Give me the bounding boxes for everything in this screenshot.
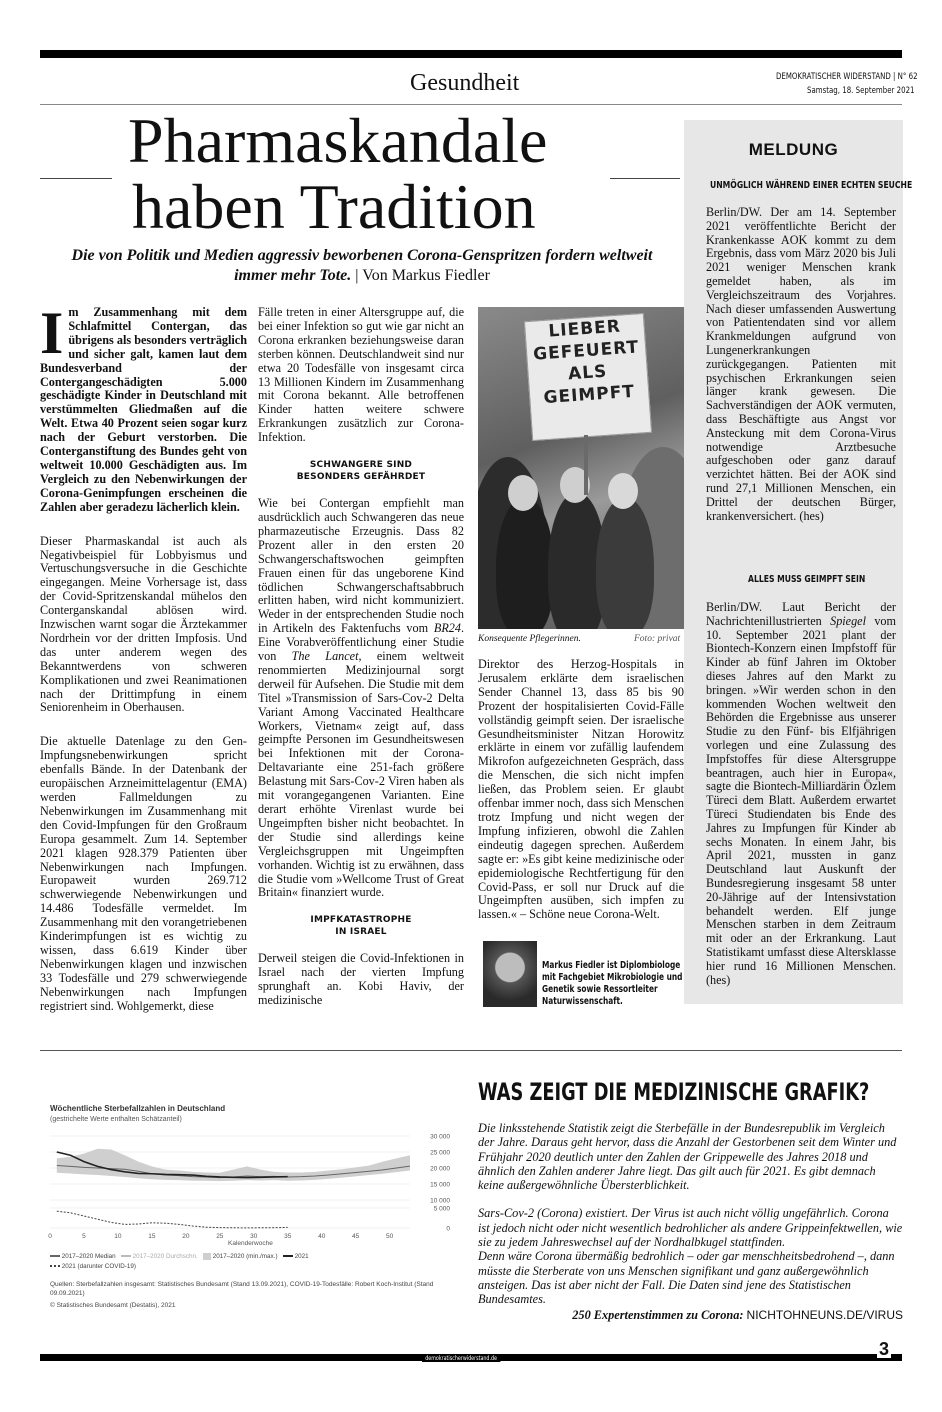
photo-credit: Foto: privat: [634, 634, 681, 644]
y-tick-label: 20 000: [430, 1165, 450, 1173]
paragraph: Fälle treten in einer Altersgruppe auf, die bei einer Infektion so gut wie gar nicht an Corona erkranken beziehungsweise daran sterben können. Deutschlandweit sind nur etwa 20 Todesfälle von insgesamt circa 13 Millionen Kindern im Zusammenhang mit Corona bekannt. Alle betroffenen Kinder hatten weitere schwere Erkrankungen zusätzlich zur Corona-Infektion.: [258, 305, 464, 445]
chart-source: Quellen: Sterbefallzahlen insgesamt: Statistisches Bundesamt (Stand 13.09.2021), COVID-19-Todesfälle: Robert Koch-Institut (Stand 09.09.2021): [50, 1281, 434, 1297]
paragraph: Die aktuelle Datenlage zu den Gen-Impfungsnebenwirkungen spricht ebenfalls Bände. In der Datenbank der europäischen Arzneimittelagentur (EMA) werden Fallmeldungen zu Nebenwirkungen im Zusammenhang mit den Covid-Impfungen für den Großraum Europa gesammelt. Zum 14. September 2021 klagen 928.379 Patienten über Nebenwirkungen nach Impfungen. Europaweit wurden 269.712 schwerwiegende Nebenwirkungen und 14.486 Todesfälle vermeldet. Im Zusammenhang mit den vorangetriebenen Kinderimpfungen ist es wichtig zu wissen, dass 6.619 Kinder über Nebenwirkungen klagen und inzwischen 33 Todesfälle und 279 schwerwiegende Nebenwirkungen nach Impfungen registriert sind. Wohlgemerkt, diese: [40, 734, 247, 1013]
meldung-title: MELDUNG: [748, 140, 839, 159]
legend-range: 2017–2020 (min./max.): [203, 1253, 278, 1260]
meldung-box: [684, 120, 913, 1004]
y-tick-label: 25 000: [430, 1149, 450, 1157]
x-tick-label: 10: [114, 1233, 122, 1240]
x-tick-label: 25: [216, 1233, 224, 1240]
legend-covid: 2021 (darunter COVID-19): [50, 1263, 136, 1270]
masthead: DEMOKRATISCHER WIDERSTAND | N° 62: [776, 72, 918, 82]
y-tick-label: 15 000: [430, 1181, 450, 1189]
title-rule-left: [40, 178, 112, 179]
paragraph: Denn wäre Corona übermäßig bedrohlich – oder gar menschheitsbedrohend –, dann müsste die Sterberate von uns Menschen signifikant und ganz außergewöhnlich ansteigen. Das ist aber nicht der Fall. Die Daten sind jene des Statistischen Bundesamtes.: [478, 1249, 895, 1307]
title-rule-right: [610, 178, 680, 179]
photo-face: [608, 473, 638, 509]
sign-pole: [584, 435, 588, 495]
page-number: 3: [879, 1339, 890, 1359]
paragraph: Dieser Pharmaskandal ist auch als Negativbeispiel für Lobbyismus und Vertuschungsversuche in die Geschichte eingegangen. Meine Vorhersage ist, dass der Covid-Spritzenskandal mühelos den Conterganskandal ablösen wird. Inzwischen warnt sogar die Ärztekammer Nordrhein vor der dritten Impfosis. Und das unter anderem wegen des Bekanntwerdens von schweren Komplikationen und zwei Reanimationen nach der Drittimpfung in einem Seniorenheim in Oberhausen.: [40, 533, 247, 715]
standfirst-text: Die von Politik und Medien aggressiv beworbenen Corona-Genspritzen fordern weltweit immer mehr Tote.: [71, 247, 653, 284]
lead-paragraph: [40, 300, 247, 515]
article-title-line2: haben Tradition: [132, 171, 536, 242]
chart-legend: [50, 1252, 450, 1272]
paragraph: Direktor des Herzog-Hospitals in Jerusalem erklärte dem israelischen Sender Channel 13, dass 85 bis 90 Prozent der hospitalisierten Covid-Fälle vollständig geimpft seien. Der israelische Gesundheitsminister Nitzan Horowitz erklärte in einem vor zufällig laufendem Mikrofon aufgezeichneten Gespräch, dass die Menschen, die sich nicht impfen ließen, das Problem seien. Er glaubt offenbar immer noch, dass sich Menschen trotz Impfung und nicht wegen der Impfung infizieren, obwohl die Zahlen eindeutig dagegen sprechen. Außerdem sagte er: »Es gibt keine medizinische oder epidemiologische Rechtfertigung für den Covid-Pass, er soll nur Druck auf die Ungeimpften ausüben, sich impfen zu lassen.« – Schöne neue Corona-Welt.: [478, 657, 684, 922]
x-tick-label: 0: [48, 1233, 52, 1240]
y-tick-label: 30 000: [430, 1133, 450, 1141]
y-tick-label: 5 000: [433, 1205, 450, 1213]
lead-text: m Zusammenhang mit dem Schlafmittel Contergan, das übrigens als besonders verträglich und sicher galt, kamen laut dem Bundesverband der Contergangeschädigten 5.000 geschädigte Kinder in Deutschland mit verstümmelten Gliedmaßen auf die Welt. Etwa 40 Prozent seien sogar kurz nach der Geburt verstorben. Die Conterganstiftung des Bundes geht von weltweit 10.000 Geschädigten aus. Im Vergleich zu den Nebenwirkungen der Corona-Genimpfungen erscheinen die Zahlen aber geradezu lächerlich klein.: [40, 305, 247, 514]
byline: | Von Markus Fiedler: [355, 267, 490, 284]
standfirst: [62, 246, 662, 286]
y-tick-label: 0: [446, 1225, 450, 1233]
grafik-text: [478, 1121, 903, 1322]
grafik-heading: WAS ZEIGT DIE MEDIZINISCHE GRAFIK?: [478, 1078, 870, 1106]
x-tick-label: 35: [284, 1233, 292, 1240]
meldung-text-1: Berlin/DW. Der am 14. September 2021 veröffentlichte Bericht der Krankenkasse AOK kommt zu dem Ergebnis, dass vom März 2020 bis Juli 2021 weniger Menschen krank gemeldet haben, als im Vergleichszeitraum des Vorjahres. Nach dieser umfassenden Auswertung von Patientendaten sind vor allem Krankmeldungen aufgrund von Lungenerkrankungen zurückgegangen. Patienten mit psychischen Erkrankungen seien länger krank gewesen. Die Sachverständigen der AOK vermuten, dass Beschäftigte aus Angst vor Ansteckung mit dem Corona-Virus notwendige Arztbesuche aufgeschoben oder ganz darauf verzichtet hätten. Bei der AOK sind rund 27,1 Millionen Menschen, ein Drittel der deutschen Bürger, krankenversichert. (hes): [706, 205, 896, 523]
photo-person: [496, 497, 554, 629]
paragraph: Sars-Cov-2 (Corona) existiert. Der Virus ist auch nicht völlig ungefährlich. Corona ist jedoch nicht oder nicht wesentlich bedrohlicher als andere Grippeinfektwellen, wie sie zu jedem Jahreswechsel auf der Nordhalbkugel stattfinden.: [478, 1206, 903, 1250]
x-tick-label: 50: [386, 1233, 394, 1240]
article-column-2: [258, 306, 464, 1020]
section-title: Gesundheit: [410, 70, 520, 96]
meldung-headline-2: ALLES MUSS GEIMPFT SEIN: [748, 574, 866, 585]
legend-mean: 2017–2020 Durchschn.: [121, 1253, 198, 1260]
chart-copyright: © Statistisches Bundesamt (Destatis), 2021: [50, 1302, 176, 1309]
paragraph: Wie bei Contergan empfiehlt man ausdrücklich auch Schwangeren das neue pharmazeutische Erzeugnis. Dass 82 Prozent aller in den ersten 20 Schwangerschaftswochen geimpften Frauen einen für das ungeborene Kind tödlichen Schwangerschaftsabbruch erlitten haben, wird nicht kommuniziert. Weder in der entsprechenden Studie noch in Artikeln des Faktenfuchs vom BR24. Eine Vorabveröffentlichung einer Studie von The Lancet, einem weltweit renommierten Medizinjournal sorgt derweil für Aufsehen. Die Studie mit dem Titel »Transmission of Sars-Cov-2 Delta Variant Among Vaccinated Healthcare Workers, Vietnam« zeigt auf, dass geimpfte Personen im Gesundheitswesen bei Infektionen mit der Corona-Deltavariante eine 251-fach größere Belastung mit Sars-Cov-2 Viren haben als mit vorangegangenen Varianten. Eine derart erhöhte Virenlast wurde bei Ungeimpften bisher nicht beobachtet. In der Studie sind allerdings keine Vergleichsgruppen mit Ungeimpften vorhanden. Wichtig ist zu erwähnen, dass die Studie vom »Wellcome Trust of Great Britain« finanziert wurde.: [258, 496, 465, 900]
x-tick-label: 40: [318, 1233, 326, 1240]
x-axis-label: Kalenderwoche: [228, 1240, 273, 1247]
subheading: IMPFKATASTROPHE IN ISRAEL: [310, 915, 412, 938]
chart-subtitle: (gestrichelte Werte enthalten Schätzanteil): [50, 1116, 182, 1123]
legend-median: 2017–2020 Median: [50, 1253, 116, 1260]
x-tick-label: 30: [250, 1233, 258, 1240]
death-statistics-chart: [40, 1128, 460, 1242]
article-title-line1: Pharmaskandale: [128, 105, 548, 176]
x-tick-label: 5: [82, 1233, 86, 1240]
x-tick-label: 15: [148, 1233, 156, 1240]
x-tick-label: 20: [182, 1233, 190, 1240]
article-column-1: [40, 300, 247, 1026]
meldung-headline-1: UNMÖGLICH WÄHREND EINER ECHTEN SEUCHE: [710, 180, 913, 191]
promo-line: [478, 1308, 903, 1322]
top-rule: [40, 50, 902, 58]
issue-date: Samstag, 18. September 2021: [807, 86, 915, 96]
protest-sign: LIEBER GEFEUERT ALS GEIMPFT: [524, 313, 652, 441]
photo-face: [508, 475, 538, 511]
range-band: [57, 1149, 410, 1181]
legend-2021: 2021: [283, 1253, 309, 1260]
author-photo: [483, 941, 537, 1007]
drop-cap: I: [40, 300, 64, 366]
y-tick-label: 10 000: [430, 1197, 450, 1205]
section-divider: [40, 1050, 902, 1051]
subheading: SCHWANGERE SIND BESONDERS GEFÄHRDET: [296, 460, 426, 483]
promo-link[interactable]: NICHTOHNEUNS.DE/VIRUS: [746, 1307, 903, 1322]
chart-title: Wöchentliche Sterbefallzahlen in Deutschland: [50, 1104, 226, 1113]
series-line: [57, 1211, 288, 1228]
author-bio: Markus Fiedler ist Diplombiologe mit Fachgebiet Mikrobiologie und Genetik sowie Ressortleiter Naturwissenschaft.: [542, 960, 683, 1007]
meldung-text-2: Berlin/DW. Laut Bericht der Nachrichtenillustrierten Spiegel vom 10. September 2021 plant der Biontech-Konzern einen Impfstoff für Kinder ab fünf Jahren im Oktober dieses Jahres auf den Markt zu bringen. »Wir werden schon in den kommenden Wochen weltweit den Behörden die Ergebnisse aus unserer Studie zu den Fünf- bis Elfjährigen vorlegen und eine Zulassung des Impfstoffes für diese Altersgruppe beantragen, auch hier in Europa«, sagte die Biontech-Milliardärin Özlem Türeci dem Blatt. Außerdem erwartet Türeci Studiendaten bis Ende des Jahres zu Impfungen für Kinder ab sechs Monaten. In einem Jahr, bis April 2021, mussten in ganz Deutschland laut Auskunft der Bundesregierung insgesamt 58 unter 20-Jährige auf der Intensivstation behandelt werden. Elf junge Menschen starben in dem Zeitraum mit oder an der Erkrankung. Laut Statistikamt umfasst diese Altersklasse hier rund 16 Millionen Menschen. (hes): [706, 600, 896, 987]
promo-text: 250 Expertenstimmen zu Corona:: [572, 1307, 744, 1322]
photo-person: [596, 497, 654, 629]
footer-url[interactable]: demokratischerwiderstand.de: [422, 1355, 500, 1362]
article-column-3: [478, 658, 684, 934]
protest-photo: [478, 307, 684, 629]
x-tick-label: 45: [352, 1233, 360, 1240]
photo-caption: Konsequente Pflegerinnen.: [478, 634, 581, 644]
paragraph: Die linksstehende Statistik zeigt die Sterbefälle in der Bundesrepublik im Vergleich der Jahre. Daraus geht hervor, dass die Anzahl der Gestorbenen seit dem Winter und Frühjahr 2020 deutlich unter den Zahlen der Grippewelle des Jahres 2018 und ähnlich den Zahlen anderer Jahre liegt. Das gilt auch für 2021. Es gibt demnach keine außergewöhnliche Übersterblichkeit.: [478, 1121, 897, 1193]
paragraph: Derweil steigen die Covid-Infektionen in Israel nach der vierten Impfung sprunghaft an. Kobi Haviv, der medizinische: [258, 951, 464, 1008]
